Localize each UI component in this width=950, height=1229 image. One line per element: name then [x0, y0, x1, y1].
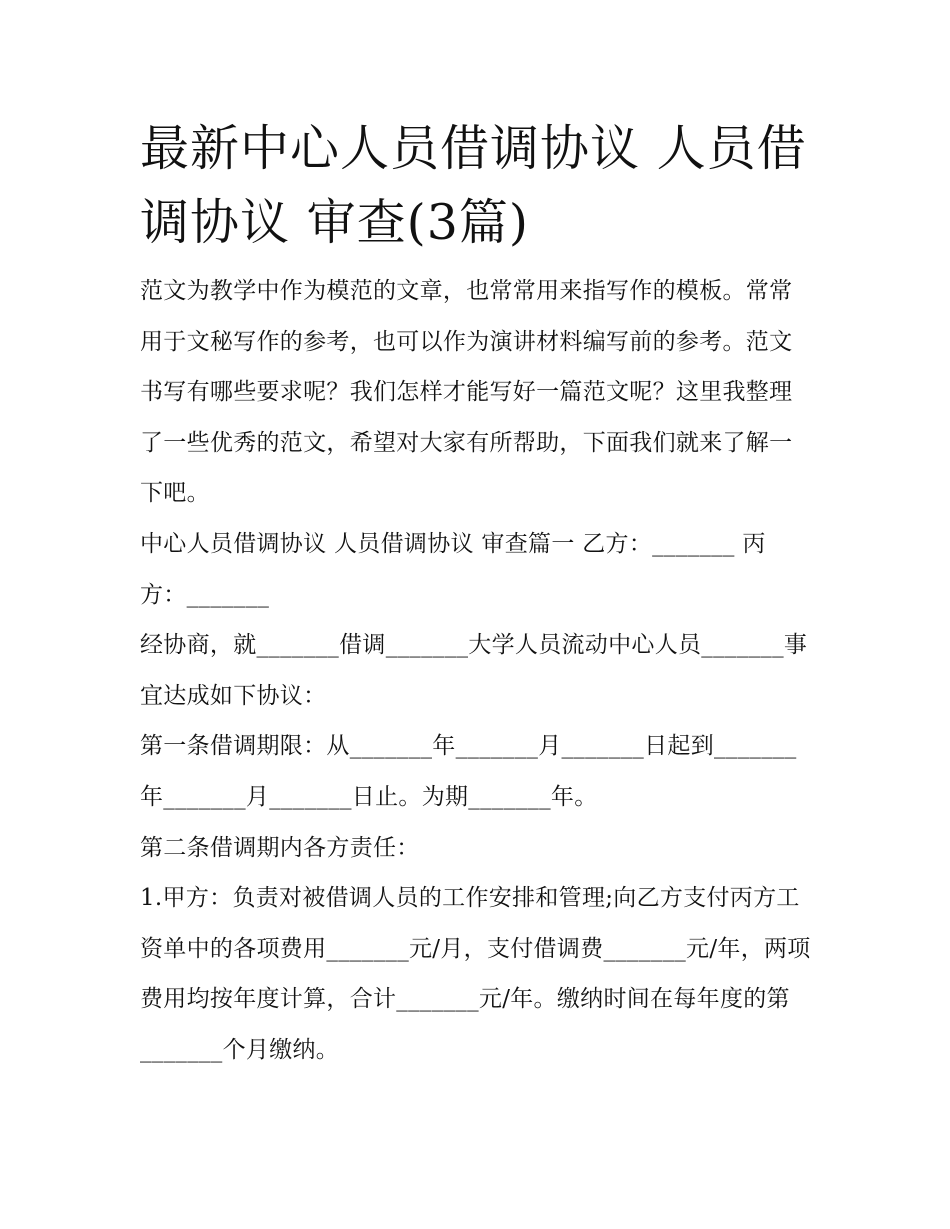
negotiation-paragraph: 经协商，就_______借调_______大学人员流动中心人员_______事宜达成如下协议：: [140, 632, 808, 709]
article-two-heading: 第二条借调期内各方责任：: [140, 834, 420, 861]
article-one-term-paragraph: 第一条借调期限：从_______年_______月_______日起到_______年_______月_______日止。为期_______年。: [140, 733, 797, 810]
party-a-responsibility-paragraph: 1.甲方：负责对被借调人员的工作安排和管理;向乙方支付丙方工资单中的各项费用_______元/月，支付借调费_______元/年，两项费用均按年度计算，合计_______元/年。缴纳时间在每年度的第_______个月缴纳。: [140, 885, 811, 1063]
document-page: [140, 112, 812, 1076]
intro-paragraph: 范文为教学中作为模范的文章，也常常用来指写作的模板。常常用于文秘写作的参考，也可以作为演讲材料编写前的参考。范文书写有哪些要求呢？我们怎样才能写好一篇范文呢？这里我整理了一些优秀的范文，希望对大家有所帮助，下面我们就来了解一下吧。: [140, 278, 793, 507]
document-title: 最新中心人员借调协议 人员借调协议 审查(3篇): [140, 120, 807, 251]
agreement-parties-paragraph: 中心人员借调协议 人员借调协议 审查篇一 乙方：_______ 丙方：_______: [140, 530, 766, 608]
